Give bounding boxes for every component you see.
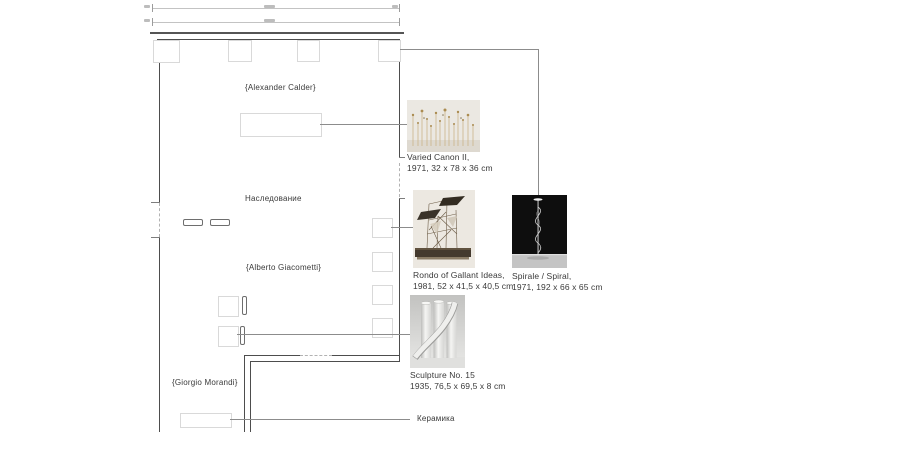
- pedestal-square: [372, 252, 393, 272]
- dimension-label: [144, 5, 150, 8]
- dimension-tick: [152, 4, 153, 12]
- pedestal-square: [218, 326, 239, 347]
- dimension-label: [264, 19, 275, 22]
- door-jamb-tick: [399, 157, 405, 158]
- room-label-giacometti: {Alberto Giacometti}: [246, 263, 322, 272]
- room-left-wall: [159, 39, 160, 202]
- connector-ceramics: [230, 419, 410, 420]
- varied-canon-image: [407, 100, 480, 152]
- caption-title: Sculpture No. 15: [410, 370, 475, 380]
- artwork-caption-varied-canon: [407, 152, 493, 174]
- room-left-wall-lower: [159, 238, 160, 432]
- niche-square: [297, 40, 320, 62]
- dimension-tick: [152, 18, 153, 26]
- room-bottom-wall-inner: [250, 361, 400, 362]
- artwork-spirale-thumbnail[interactable]: [512, 195, 567, 268]
- bench: [210, 219, 230, 226]
- room-bottom-wall: [244, 355, 300, 356]
- niche-square: [378, 40, 401, 62]
- spirale-image: [512, 195, 567, 268]
- room-label-ceramics: Керамика: [417, 414, 455, 423]
- exterior-wall: [150, 32, 404, 34]
- connector-spirale-vertical: [538, 49, 539, 195]
- connector-sculpture: [237, 334, 410, 335]
- calder-vitrine: [240, 113, 322, 137]
- door-opening-dashed: [300, 355, 332, 356]
- door-opening-dashed: [399, 163, 400, 197]
- dimension-line-lower: [152, 22, 400, 23]
- caption-details: 1971, 192 x 66 x 65 cm: [512, 282, 603, 292]
- caption-title: Varied Canon II,: [407, 152, 470, 162]
- dimension-label: [392, 5, 398, 8]
- pedestal-square: [372, 285, 393, 305]
- niche-square: [153, 40, 180, 63]
- caption-details: 1981, 52 x 41,5 x 40,5 cm: [413, 281, 514, 291]
- pedestal-bar: [240, 326, 245, 345]
- caption-title: Rondo of Gallant Ideas,: [413, 270, 505, 280]
- caption-details: 1971, 32 x 78 x 36 cm: [407, 163, 493, 173]
- room-label-calder: {Alexander Calder}: [245, 83, 316, 92]
- morandi-vitrine: [180, 413, 232, 428]
- rondo-image: [413, 190, 475, 268]
- room-right-wall-lower: [399, 199, 400, 362]
- artwork-rondo-thumbnail[interactable]: [413, 190, 475, 268]
- room-label-morandi: {Giorgio Morandi}: [172, 378, 238, 387]
- corridor-wall-inner: [250, 361, 251, 432]
- connector-spirale-horizontal: [400, 49, 538, 50]
- corridor-wall: [244, 355, 245, 432]
- room-label-inheritance: Наследование: [245, 194, 302, 203]
- door-opening-dashed: [159, 203, 160, 237]
- artwork-caption-sculpture15: [410, 370, 506, 392]
- dimension-tick: [399, 18, 400, 26]
- pedestal-square: [372, 218, 393, 238]
- caption-details: 1935, 76,5 x 69,5 x 8 cm: [410, 381, 506, 391]
- artwork-caption-rondo: [413, 270, 513, 292]
- dimension-tick: [399, 4, 400, 12]
- connector-rondo: [391, 227, 413, 228]
- artwork-varied-canon-thumbnail[interactable]: [407, 100, 480, 152]
- niche-square: [228, 40, 252, 62]
- artwork-caption-spirale: [512, 271, 603, 293]
- room-bottom-wall: [332, 355, 400, 356]
- dimension-label: [264, 5, 275, 8]
- bench: [183, 219, 203, 226]
- pedestal-square: [218, 296, 239, 317]
- caption-title: Spirale / Spiral,: [512, 271, 572, 281]
- pedestal-square: [372, 318, 393, 338]
- connector-varied-canon: [320, 124, 407, 125]
- sculpture15-image: [410, 295, 465, 368]
- pedestal-bar: [242, 296, 247, 315]
- dimension-label: [144, 19, 150, 22]
- room-top-wall: [157, 39, 400, 40]
- artwork-sculpture15-thumbnail[interactable]: [410, 295, 465, 368]
- dimension-line-upper: [152, 8, 400, 9]
